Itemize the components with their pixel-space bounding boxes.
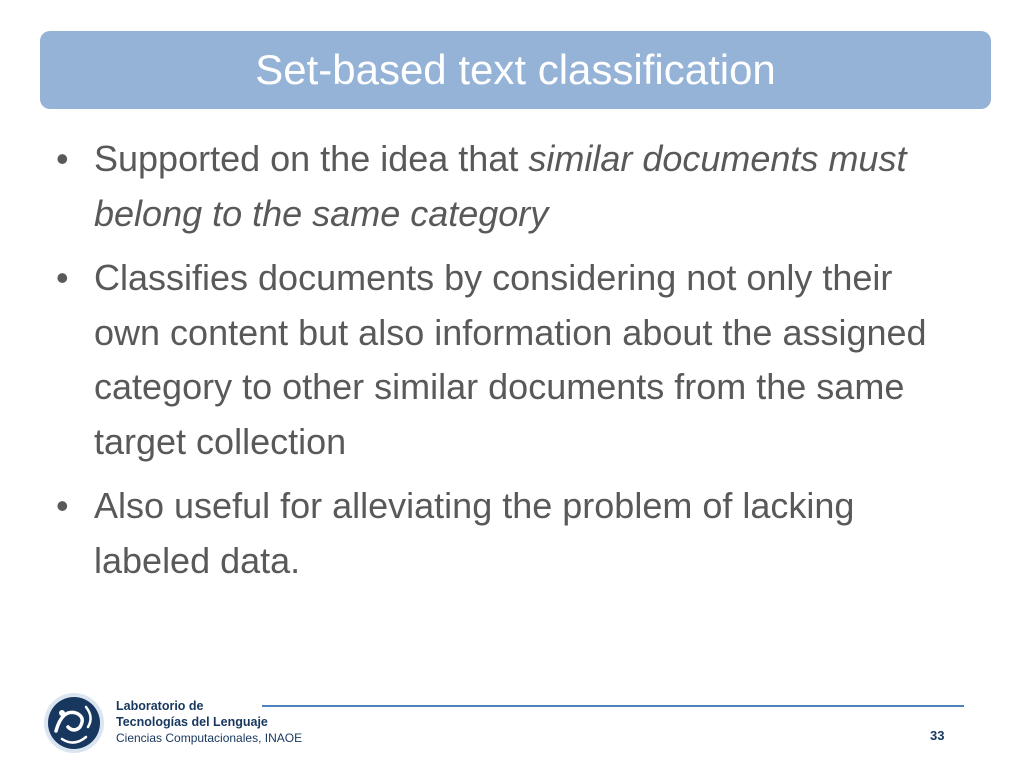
slide-title: Set-based text classification [255,46,776,93]
bullet-text: Supported on the idea that [94,138,529,179]
bullet-list [54,132,954,598]
bullet-item [54,479,954,588]
lab-name-line2: Tecnologías del Lenguaje [116,715,268,729]
page-number: 33 [930,728,945,743]
bullet-emphasis-text: similar documents must belong to the same category [94,138,907,234]
bullet-text: Also useful for alleviating the problem of lacking labeled data. [94,485,855,581]
footer-divider [262,705,964,707]
bullet-item [54,132,954,241]
institution-line: Ciencias Computacionales, INAOE [116,731,303,745]
bullet-dot-icon: • [56,138,69,179]
bullet-dot-icon: • [56,257,69,298]
bullet-dot-icon: • [56,485,69,526]
bullet-text: Classifies documents by considering not only their own content but also information about the assigned category to other similar documents from the same target collection [94,257,927,462]
slide-title-bar [40,31,991,109]
bullet-item [54,251,954,469]
inaoe-spiral-logo-icon [42,691,106,755]
lab-name-line1: Laboratorio de [116,699,204,713]
